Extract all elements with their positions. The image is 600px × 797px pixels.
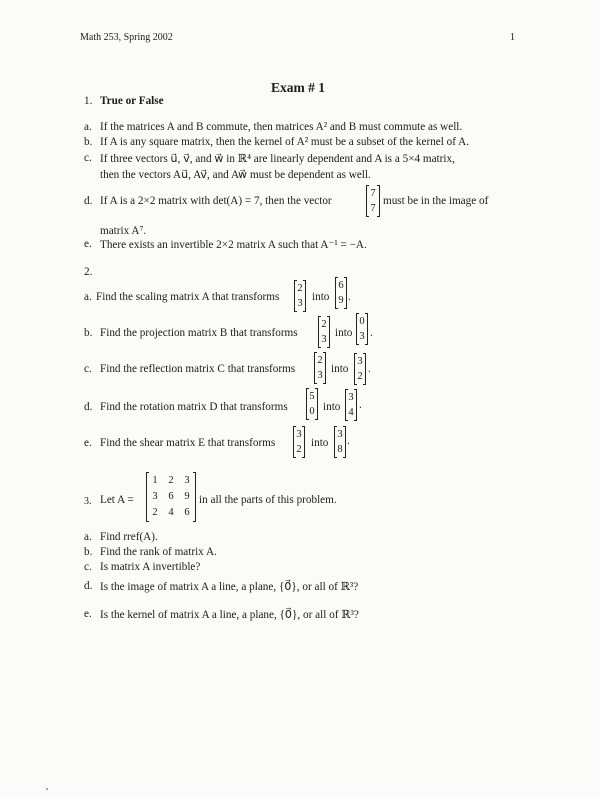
q2d-to-vector	[345, 390, 357, 420]
q2b-to-vector	[356, 314, 368, 344]
q2-number: 2.	[84, 266, 93, 278]
q3-matrix-a	[146, 473, 196, 521]
q1c-line2: then the vectors Au⃗, Av⃗, and Aw⃗ must be dependent as well.	[100, 169, 371, 181]
scan-speck	[46, 788, 48, 790]
vector-entry: 3	[321, 334, 327, 345]
q1e-text: There exists an invertible 2×2 matrix A such that A⁻¹ = −A.	[100, 239, 367, 251]
vector-entry: 3	[357, 356, 363, 367]
matrix-entry: 2	[152, 507, 158, 518]
q2a-label: a.	[84, 291, 92, 303]
q3c-text: Is matrix A invertible?	[100, 561, 201, 573]
q1d-label: d.	[84, 195, 93, 207]
q2e-period: .	[347, 435, 350, 447]
vector-entry: 8	[337, 444, 343, 455]
q1-heading: True or False	[100, 95, 164, 107]
matrix-row	[147, 505, 195, 521]
q2e-into: into	[311, 437, 329, 449]
q2e-label: e.	[84, 437, 92, 449]
matrix-entry: 6	[168, 491, 174, 502]
q2c-label: c.	[84, 363, 92, 375]
vector-entry: 5	[309, 391, 315, 402]
q2d-label: d.	[84, 401, 93, 413]
q3d-label: d.	[84, 580, 93, 592]
vector-entry: 2	[296, 444, 302, 455]
vector-entry: 3	[337, 429, 343, 440]
q2b-from-vector	[318, 317, 330, 347]
q3a-label: a.	[84, 531, 92, 543]
q2e-to-vector	[334, 427, 346, 457]
q1e-label: e.	[84, 238, 92, 250]
q3b-text: Find the rank of matrix A.	[100, 546, 217, 558]
q1-number: 1.	[84, 95, 93, 107]
q2c-into: into	[331, 363, 349, 375]
vector-entry: 2	[317, 355, 323, 366]
vector-entry: 3	[317, 370, 323, 381]
vector-entry: 6	[338, 280, 344, 291]
vector-entry: 9	[338, 295, 344, 306]
matrix-entry: 9	[184, 491, 190, 502]
vector-entry: 3	[296, 429, 302, 440]
q2b-text: Find the projection matrix B that transforms	[100, 327, 298, 339]
q3-number: 3.	[84, 496, 92, 507]
vector-entry: 3	[359, 331, 365, 342]
matrix-entry: 1	[152, 475, 158, 486]
vector-entry: 4	[348, 407, 354, 418]
q2d-from-vector	[306, 389, 318, 419]
q2e-from-vector	[293, 427, 305, 457]
q2c-to-vector	[354, 354, 366, 384]
matrix-entry: 4	[168, 507, 174, 518]
q2a-into: into	[312, 291, 330, 303]
q1b-text: If A is any square matrix, then the kernel of A² must be a subset of the kernel of A.	[100, 136, 470, 148]
q2a-to-vector	[335, 278, 347, 308]
q3a-text: Find rref(A).	[100, 531, 158, 543]
q3b-label: b.	[84, 546, 93, 558]
q2c-from-vector	[314, 353, 326, 383]
q1a-label: a.	[84, 121, 92, 133]
q3-intro-rest: in all the parts of this problem.	[199, 494, 337, 506]
q3e-label: e.	[84, 608, 92, 620]
matrix-row	[147, 489, 195, 505]
q3-let: Let A =	[100, 494, 134, 506]
q2a-text: Find the scaling matrix A that transforms	[96, 291, 280, 303]
q1d-vector	[366, 186, 380, 216]
q2b-into: into	[335, 327, 353, 339]
vector-entry: 2	[321, 319, 327, 330]
q2a-period: .	[348, 291, 351, 303]
q3e-text: Is the kernel of matrix A a line, a plane, {0⃗}, or all of ℝ³?	[100, 609, 359, 621]
q2a-from-vector	[294, 281, 306, 311]
vector-entry: 3	[297, 298, 303, 309]
matrix-entry: 6	[184, 507, 190, 518]
q1d-text: If A is a 2×2 matrix with det(A) = 7, then the vector	[100, 195, 332, 207]
q1c-line1: If three vectors u⃗, v⃗, and w⃗ in ℝ⁴ are linearly dependent and A is a 5×4 matrix,	[100, 153, 455, 165]
vector-entry: 7	[370, 203, 376, 214]
q2d-text: Find the rotation matrix D that transforms	[100, 401, 288, 413]
exam-title: Exam # 1	[271, 80, 325, 95]
vector-entry: 0	[309, 406, 315, 417]
vector-entry: 3	[348, 392, 354, 403]
q2c-text: Find the reflection matrix C that transforms	[100, 363, 296, 375]
matrix-entry: 3	[152, 491, 158, 502]
q1b-label: b.	[84, 136, 93, 148]
q1d-line2: matrix A⁷.	[100, 225, 147, 237]
vector-entry: 0	[359, 316, 365, 327]
q1d-text-after: must be in the image of	[383, 195, 489, 207]
q2e-text: Find the shear matrix E that transforms	[100, 437, 276, 449]
vector-entry: 7	[370, 188, 376, 199]
matrix-entry: 3	[184, 475, 190, 486]
q3d-text: Is the image of matrix A a line, a plane, {0⃗}, or all of ℝ³?	[100, 581, 359, 593]
q1c-label: c.	[84, 152, 92, 164]
q3c-label: c.	[84, 561, 92, 573]
course-header: Math 253, Spring 2002	[80, 32, 173, 43]
matrix-row	[147, 473, 195, 489]
page-number: 1	[510, 32, 515, 43]
q2b-label: b.	[84, 327, 93, 339]
q2d-period: .	[359, 399, 362, 411]
q1a-text: If the matrices A and B commute, then matrices A² and B must commute as well.	[100, 121, 463, 133]
q2b-period: .	[370, 327, 373, 339]
vector-entry: 2	[357, 371, 363, 382]
matrix-entry: 2	[168, 475, 174, 486]
q2d-into: into	[323, 401, 341, 413]
vector-entry: 2	[297, 283, 303, 294]
q2c-period: .	[368, 363, 371, 375]
